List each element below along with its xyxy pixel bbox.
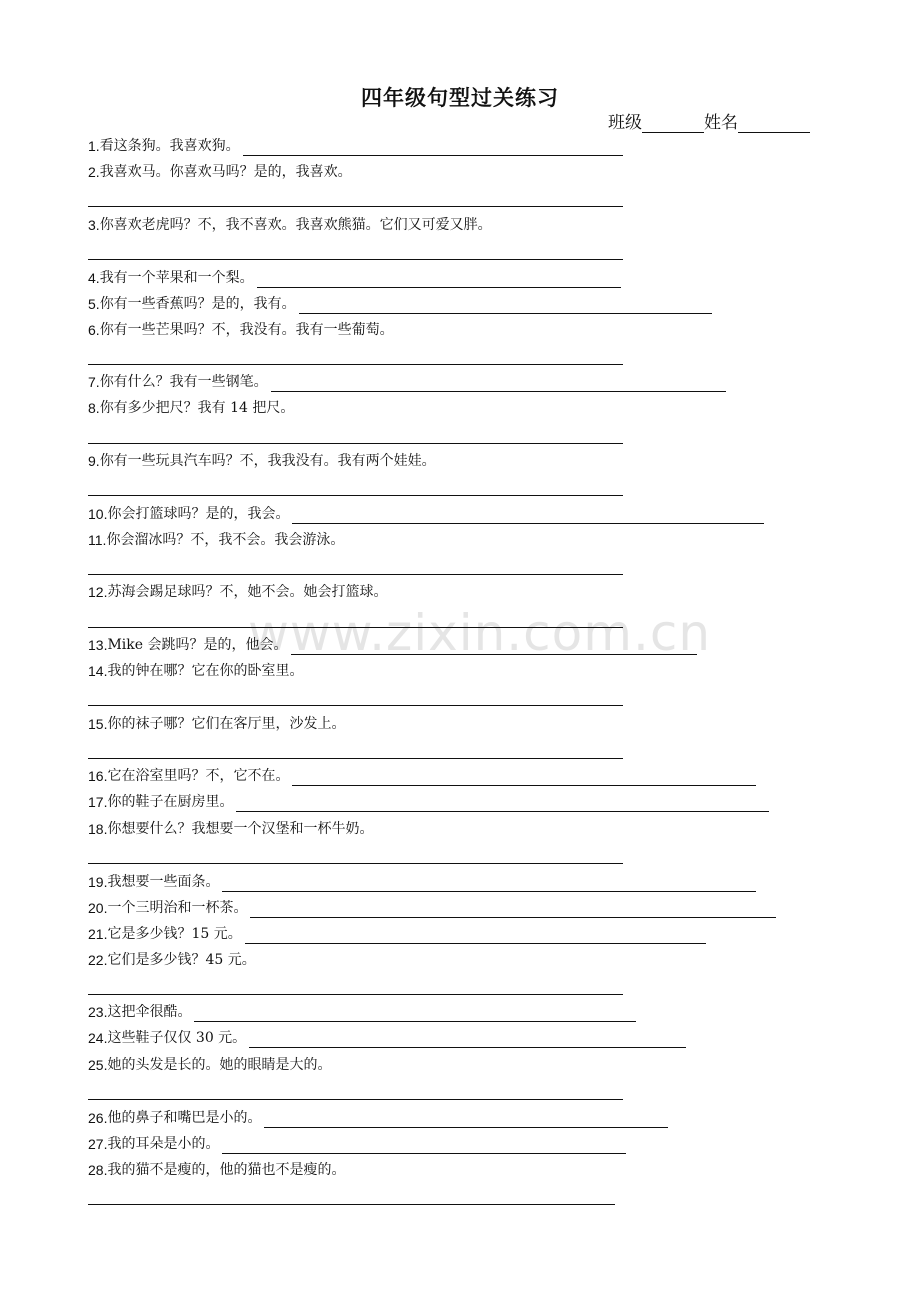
question-21 xyxy=(88,924,706,944)
question-text: 它是多少钱？15 元。 xyxy=(107,926,242,942)
question-text: 你有一些香蕉吗？是的，我有。 xyxy=(99,296,296,312)
question-number: 23. xyxy=(88,1004,108,1020)
question-15 xyxy=(88,714,345,734)
question-number: 1. xyxy=(88,138,100,154)
answer-line[interactable] xyxy=(88,1204,615,1205)
question-text: 我想要一些面条。 xyxy=(107,874,220,890)
name-label: 姓名 xyxy=(704,113,738,133)
worksheet-title: 四年级句型过关练习 xyxy=(361,86,559,110)
answer-line[interactable] xyxy=(271,376,726,392)
question-number: 19. xyxy=(88,874,108,890)
question-9 xyxy=(88,451,436,471)
question-text: 我的钟在哪？它在你的卧室里。 xyxy=(107,663,304,679)
question-number: 3. xyxy=(88,217,100,233)
question-24 xyxy=(88,1028,686,1048)
question-8 xyxy=(88,398,294,418)
question-text: 你有什么？我有一些钢笔。 xyxy=(99,374,268,390)
question-number: 24. xyxy=(88,1030,108,1046)
question-text: 我的猫不是瘦的，他的猫也不是瘦的。 xyxy=(107,1162,346,1178)
question-text: 你会溜冰吗？不，我不会。我会游泳。 xyxy=(106,532,345,548)
question-25 xyxy=(88,1055,331,1075)
answer-line[interactable] xyxy=(257,272,621,288)
question-27 xyxy=(88,1134,626,1154)
question-11 xyxy=(88,530,344,550)
answer-line[interactable] xyxy=(88,574,623,575)
answer-line[interactable] xyxy=(245,928,706,944)
answer-line[interactable] xyxy=(88,758,623,759)
answer-line[interactable] xyxy=(222,1138,626,1154)
question-text: 你有一些玩具汽车吗？不，我我没有。我有两个娃娃。 xyxy=(99,453,436,469)
question-number: 5. xyxy=(88,296,100,312)
question-number: 26. xyxy=(88,1110,108,1126)
answer-line[interactable] xyxy=(243,140,623,156)
answer-line[interactable] xyxy=(194,1006,636,1022)
answer-line[interactable] xyxy=(88,627,623,628)
question-number: 14. xyxy=(88,663,108,679)
answer-line[interactable] xyxy=(222,876,756,892)
question-text: 我的耳朵是小的。 xyxy=(107,1136,220,1152)
question-1 xyxy=(88,136,623,156)
question-number: 9. xyxy=(88,453,100,469)
question-13 xyxy=(88,635,697,655)
answer-line[interactable] xyxy=(291,639,697,655)
question-number: 22. xyxy=(88,952,108,968)
watermark: www.zixin.com.cn xyxy=(248,604,712,662)
question-number: 17. xyxy=(88,794,108,810)
question-text: 它们是多少钱？45 元。 xyxy=(107,952,256,968)
question-text: 你有多少把尺？我有 14 把尺。 xyxy=(99,400,295,416)
question-number: 12. xyxy=(88,584,108,600)
answer-line[interactable] xyxy=(88,364,623,365)
question-number: 25. xyxy=(88,1057,108,1073)
question-text: 你想要什么？我想要一个汉堡和一杯牛奶。 xyxy=(107,821,374,837)
question-number: 8. xyxy=(88,400,100,416)
answer-line[interactable] xyxy=(299,298,712,314)
question-text: 它在浴室里吗？不，它不在。 xyxy=(107,768,290,784)
question-text: 你有一些芒果吗？不，我没有。我有一些葡萄。 xyxy=(99,322,394,338)
name-blank[interactable] xyxy=(738,114,810,133)
question-number: 28. xyxy=(88,1162,108,1178)
question-text: 你喜欢老虎吗？不，我不喜欢。我喜欢熊猫。它们又可爱又胖。 xyxy=(99,217,492,233)
question-text: 你会打篮球吗？是的，我会。 xyxy=(107,506,290,522)
question-number: 20. xyxy=(88,900,108,916)
answer-line[interactable] xyxy=(88,495,623,496)
question-20 xyxy=(88,898,776,918)
question-text: 这把伞很酷。 xyxy=(107,1004,192,1020)
question-number: 11. xyxy=(88,532,107,548)
question-number: 13. xyxy=(88,637,108,653)
answer-line[interactable] xyxy=(88,206,623,207)
question-7 xyxy=(88,372,726,392)
question-18 xyxy=(88,819,373,839)
question-2 xyxy=(88,162,352,182)
question-23 xyxy=(88,1002,636,1022)
question-17 xyxy=(88,792,769,812)
answer-line[interactable] xyxy=(88,863,623,864)
question-text: 他的鼻子和嘴巴是小的。 xyxy=(107,1110,262,1126)
answer-line[interactable] xyxy=(88,994,623,995)
question-number: 18. xyxy=(88,821,108,837)
answer-line[interactable] xyxy=(292,770,756,786)
question-number: 21. xyxy=(88,926,108,942)
question-3 xyxy=(88,215,492,235)
answer-line[interactable] xyxy=(88,259,623,260)
answer-line[interactable] xyxy=(250,902,776,918)
answer-line[interactable] xyxy=(88,443,623,444)
answer-line[interactable] xyxy=(264,1112,668,1128)
question-text: 她的头发是长的。她的眼睛是大的。 xyxy=(107,1057,332,1073)
answer-line[interactable] xyxy=(292,508,764,524)
answer-line[interactable] xyxy=(236,796,769,812)
question-text: Mike 会跳吗？是的，他会。 xyxy=(107,637,288,653)
question-text: 这些鞋子仅仅 30 元。 xyxy=(107,1030,247,1046)
question-4 xyxy=(88,268,621,288)
question-text: 你的鞋子在厨房里。 xyxy=(107,794,234,810)
question-19 xyxy=(88,872,756,892)
question-number: 10. xyxy=(88,506,108,522)
class-name-header xyxy=(608,108,810,133)
answer-line[interactable] xyxy=(88,1099,623,1100)
class-label: 班级 xyxy=(608,113,642,133)
question-22 xyxy=(88,950,256,970)
question-number: 6. xyxy=(88,322,100,338)
question-number: 7. xyxy=(88,374,100,390)
question-12 xyxy=(88,582,387,602)
question-16 xyxy=(88,766,756,786)
question-text: 你的袜子哪？它们在客厅里，沙发上。 xyxy=(107,716,346,732)
question-text: 一个三明治和一杯茶。 xyxy=(107,900,248,916)
question-text: 我有一个苹果和一个梨。 xyxy=(99,270,254,286)
question-14 xyxy=(88,661,303,681)
question-number: 15. xyxy=(88,716,108,732)
question-number: 16. xyxy=(88,768,108,784)
question-28 xyxy=(88,1160,345,1180)
class-blank[interactable] xyxy=(642,114,704,133)
question-number: 4. xyxy=(88,270,100,286)
answer-line[interactable] xyxy=(249,1032,686,1048)
question-text: 苏海会踢足球吗？不，她不会。她会打篮球。 xyxy=(107,584,388,600)
question-26 xyxy=(88,1108,668,1128)
question-number: 27. xyxy=(88,1136,108,1152)
question-6 xyxy=(88,320,394,340)
answer-line[interactable] xyxy=(88,705,623,706)
question-10 xyxy=(88,504,764,524)
question-number: 2. xyxy=(88,164,100,180)
question-text: 看这条狗。我喜欢狗。 xyxy=(99,138,240,154)
question-5 xyxy=(88,294,712,314)
question-text: 我喜欢马。你喜欢马吗？是的，我喜欢。 xyxy=(99,164,352,180)
